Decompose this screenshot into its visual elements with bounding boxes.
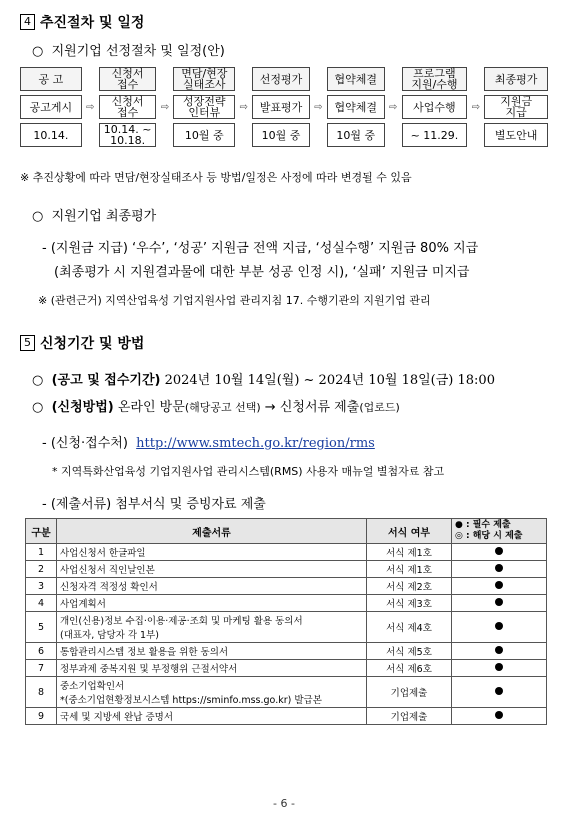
table-row bbox=[26, 561, 547, 578]
table-row bbox=[26, 578, 547, 595]
row-number: 8 bbox=[26, 677, 57, 708]
flow-arrow-icon: ⇨ bbox=[239, 101, 248, 113]
flow-dates-cell: ~ 11.29. bbox=[402, 123, 468, 147]
document-name-cell bbox=[57, 578, 367, 595]
flow-arrow-icon: ⇨ bbox=[86, 101, 95, 113]
bullet-text: 지원기업 최종평가 bbox=[51, 209, 157, 224]
legend-required: ● : 필수 제출 bbox=[455, 520, 511, 530]
flow-hdr-cell: 공 고 bbox=[20, 67, 82, 91]
table-row bbox=[26, 595, 547, 612]
rms-link[interactable]: http://www.smtech.go.kr/region/rms bbox=[136, 436, 375, 451]
bullet-selection-process bbox=[32, 40, 225, 59]
document-name-cell bbox=[57, 677, 367, 708]
flow-steps-cell: 발표평가 bbox=[252, 95, 310, 119]
table-row bbox=[26, 708, 547, 725]
row-number: 6 bbox=[26, 643, 57, 660]
required-dot-icon bbox=[495, 547, 503, 555]
form-type: 서식 제3호 bbox=[367, 595, 452, 612]
apply-label: - (신청·접수처) bbox=[42, 436, 128, 451]
document-name-cell bbox=[57, 708, 367, 725]
flow-hdr-cell: 최종평가 bbox=[484, 67, 548, 91]
table-body bbox=[26, 544, 547, 725]
document-name: 신청자격 적정성 확인서 bbox=[60, 582, 158, 593]
application-period bbox=[32, 369, 495, 388]
process-flow bbox=[20, 67, 548, 151]
flow-hdr-cell: 협약체결 bbox=[327, 67, 385, 91]
col-header-docs: 제출서류 bbox=[57, 519, 367, 544]
method-small: (해당공고 선택) bbox=[184, 401, 261, 414]
flow-steps-cell: 신청서 접수 bbox=[99, 95, 157, 119]
required-cell bbox=[452, 595, 547, 612]
required-dot-icon bbox=[495, 646, 503, 654]
col-header-no: 구분 bbox=[26, 519, 57, 544]
document-name: 개인(신용)정보 수집·이용·제공·조회 및 마케팅 활용 동의서 bbox=[60, 616, 303, 627]
document-name: 중소기업확인서 bbox=[60, 681, 125, 692]
row-number: 7 bbox=[26, 660, 57, 677]
method-label: (신청방법) bbox=[51, 400, 114, 415]
required-cell bbox=[452, 561, 547, 578]
row-number: 3 bbox=[26, 578, 57, 595]
form-type: 서식 제4호 bbox=[367, 612, 452, 643]
table-row bbox=[26, 643, 547, 660]
method-small-2: (업로드) bbox=[359, 401, 400, 414]
rms-manual-note: * 지역특화산업육성 기업지원사업 관리시스템(RMS) 사용자 매뉴얼 별첨자료 참고 bbox=[52, 465, 445, 478]
circle-bullet-icon: ○ bbox=[32, 44, 44, 59]
document-name: 국세 및 지방세 완납 증명서 bbox=[60, 712, 174, 723]
col-header-legend bbox=[452, 519, 547, 544]
form-type: 서식 제6호 bbox=[367, 660, 452, 677]
table-row bbox=[26, 660, 547, 677]
document-name-cell bbox=[57, 544, 367, 561]
document-detail: (대표자, 담당자 각 1부) bbox=[60, 630, 159, 641]
table-row bbox=[26, 544, 547, 561]
circle-bullet-icon: ○ bbox=[32, 400, 44, 415]
col-header-form: 서식 여부 bbox=[367, 519, 452, 544]
flow-dates-cell: 10.14. ~ 10.18. bbox=[99, 123, 157, 147]
period-label: (공고 및 접수기간) bbox=[51, 373, 161, 388]
method-arrow: → 신청서류 제출 bbox=[264, 400, 360, 415]
table-row bbox=[26, 612, 547, 643]
row-number: 5 bbox=[26, 612, 57, 643]
legend-conditional: ◎ : 해당 시 제출 bbox=[455, 531, 523, 541]
required-cell bbox=[452, 660, 547, 677]
required-dot-icon bbox=[495, 711, 503, 719]
form-type: 서식 제5호 bbox=[367, 643, 452, 660]
flow-hdr-cell: 프로그램 지원/수행 bbox=[402, 67, 468, 91]
flow-arrow-icon: ⇨ bbox=[314, 101, 323, 113]
evaluation-line-1: - (지원금 지급) ‘우수’, ‘성공’ 지원금 전액 지급, ‘성실수행’ 지원금 80% 지급 bbox=[42, 241, 479, 256]
section-title-text: 신청기간 및 방법 bbox=[40, 336, 145, 352]
flow-arrow-icon: ⇨ bbox=[388, 101, 398, 113]
method-value: 온라인 방문 bbox=[117, 400, 185, 415]
table-row bbox=[26, 677, 547, 708]
flow-steps-cell: 협약체결 bbox=[327, 95, 385, 119]
document-name-cell bbox=[57, 595, 367, 612]
flow-header-row bbox=[20, 67, 548, 91]
required-cell bbox=[452, 643, 547, 660]
required-dot-icon bbox=[495, 581, 503, 589]
circle-bullet-icon: ○ bbox=[32, 209, 44, 224]
application-method bbox=[32, 396, 400, 415]
table-header-row bbox=[26, 519, 547, 544]
document-name: 사업신청서 직인날인본 bbox=[60, 565, 155, 576]
document-name-cell bbox=[57, 660, 367, 677]
row-number: 9 bbox=[26, 708, 57, 725]
form-type: 기업제출 bbox=[367, 677, 452, 708]
document-detail: *(중소기업현황정보시스템 https://sminfo.mss.go.kr) 발급본 bbox=[60, 695, 322, 706]
required-dot-icon bbox=[495, 687, 503, 695]
required-dot-icon bbox=[495, 598, 503, 606]
flow-arrow-icon: ⇨ bbox=[471, 101, 480, 113]
flow-arrow-icon: ⇨ bbox=[160, 101, 170, 113]
flow-date-row bbox=[20, 123, 548, 147]
document-name-cell bbox=[57, 612, 367, 643]
section-4-title bbox=[20, 12, 144, 32]
document-name-cell bbox=[57, 561, 367, 578]
flow-dates-cell: 별도안내 bbox=[484, 123, 548, 147]
evaluation-line-2: (최종평가 시 지원결과물에 대한 부분 성공 인정 시), ‘실패’ 지원금 미지급 bbox=[54, 265, 470, 280]
flow-steps-cell: 공고게시 bbox=[20, 95, 82, 119]
row-number: 1 bbox=[26, 544, 57, 561]
bullet-text: 지원기업 선정절차 및 일정(안) bbox=[51, 44, 225, 59]
required-dot-icon bbox=[495, 622, 503, 630]
row-number: 4 bbox=[26, 595, 57, 612]
section-number: 5 bbox=[20, 335, 35, 351]
form-type: 기업제출 bbox=[367, 708, 452, 725]
circle-bullet-icon: ○ bbox=[32, 373, 44, 388]
document-name: 정부과제 중복지원 및 부정행위 근절서약서 bbox=[60, 664, 238, 675]
document-name: 사업신청서 한글파일 bbox=[60, 548, 146, 559]
submission-table bbox=[25, 518, 547, 725]
section-number: 4 bbox=[20, 14, 35, 30]
form-type: 서식 제2호 bbox=[367, 578, 452, 595]
flow-dates-cell: 10월 중 bbox=[173, 123, 235, 147]
required-cell bbox=[452, 708, 547, 725]
section-5-title bbox=[20, 333, 144, 353]
form-type: 서식 제1호 bbox=[367, 561, 452, 578]
schedule-note: ※ 추진상황에 따라 면담/현장실태조사 등 방법/일정은 사정에 따라 변경될 수 있음 bbox=[20, 171, 412, 184]
flow-hdr-cell: 신청서 접수 bbox=[99, 67, 157, 91]
flow-steps-cell: 지원금 지급 bbox=[484, 95, 548, 119]
flow-dates-cell: 10월 중 bbox=[252, 123, 310, 147]
required-cell bbox=[452, 612, 547, 643]
documents-line: - (제출서류) 첨부서식 및 증빙자료 제출 bbox=[42, 497, 266, 512]
flow-steps-cell: 성장전략 인터뷰 bbox=[173, 95, 235, 119]
flow-dates-cell: 10월 중 bbox=[327, 123, 385, 147]
flow-dates-cell: 10.14. bbox=[20, 123, 82, 147]
flow-steps-cell: 사업수행 bbox=[402, 95, 468, 119]
document-name-cell bbox=[57, 643, 367, 660]
apply-target bbox=[42, 432, 375, 451]
required-cell bbox=[452, 544, 547, 561]
page-number: - 6 - bbox=[273, 797, 295, 810]
document-name: 통합관리시스템 정보 활용을 위한 동의서 bbox=[60, 647, 229, 658]
required-dot-icon bbox=[495, 663, 503, 671]
period-value: 2024년 10월 14일(월) ~ 2024년 10월 18일(금) 18:00 bbox=[164, 373, 495, 388]
required-cell bbox=[452, 578, 547, 595]
evaluation-note: ※ (관련근거) 지역산업육성 기업지원사업 관리지침 17. 수행기관의 지원기업 관리 bbox=[38, 294, 431, 307]
bullet-final-evaluation bbox=[32, 205, 156, 224]
required-cell bbox=[452, 677, 547, 708]
flow-hdr-cell: 선정평가 bbox=[252, 67, 310, 91]
row-number: 2 bbox=[26, 561, 57, 578]
document-name: 사업계획서 bbox=[60, 599, 106, 610]
required-dot-icon bbox=[495, 564, 503, 572]
flow-hdr-cell: 면담/현장 실태조사 bbox=[173, 67, 235, 91]
form-type: 서식 제1호 bbox=[367, 544, 452, 561]
flow-step-row bbox=[20, 95, 548, 119]
section-title-text: 추진절차 및 일정 bbox=[40, 15, 145, 31]
